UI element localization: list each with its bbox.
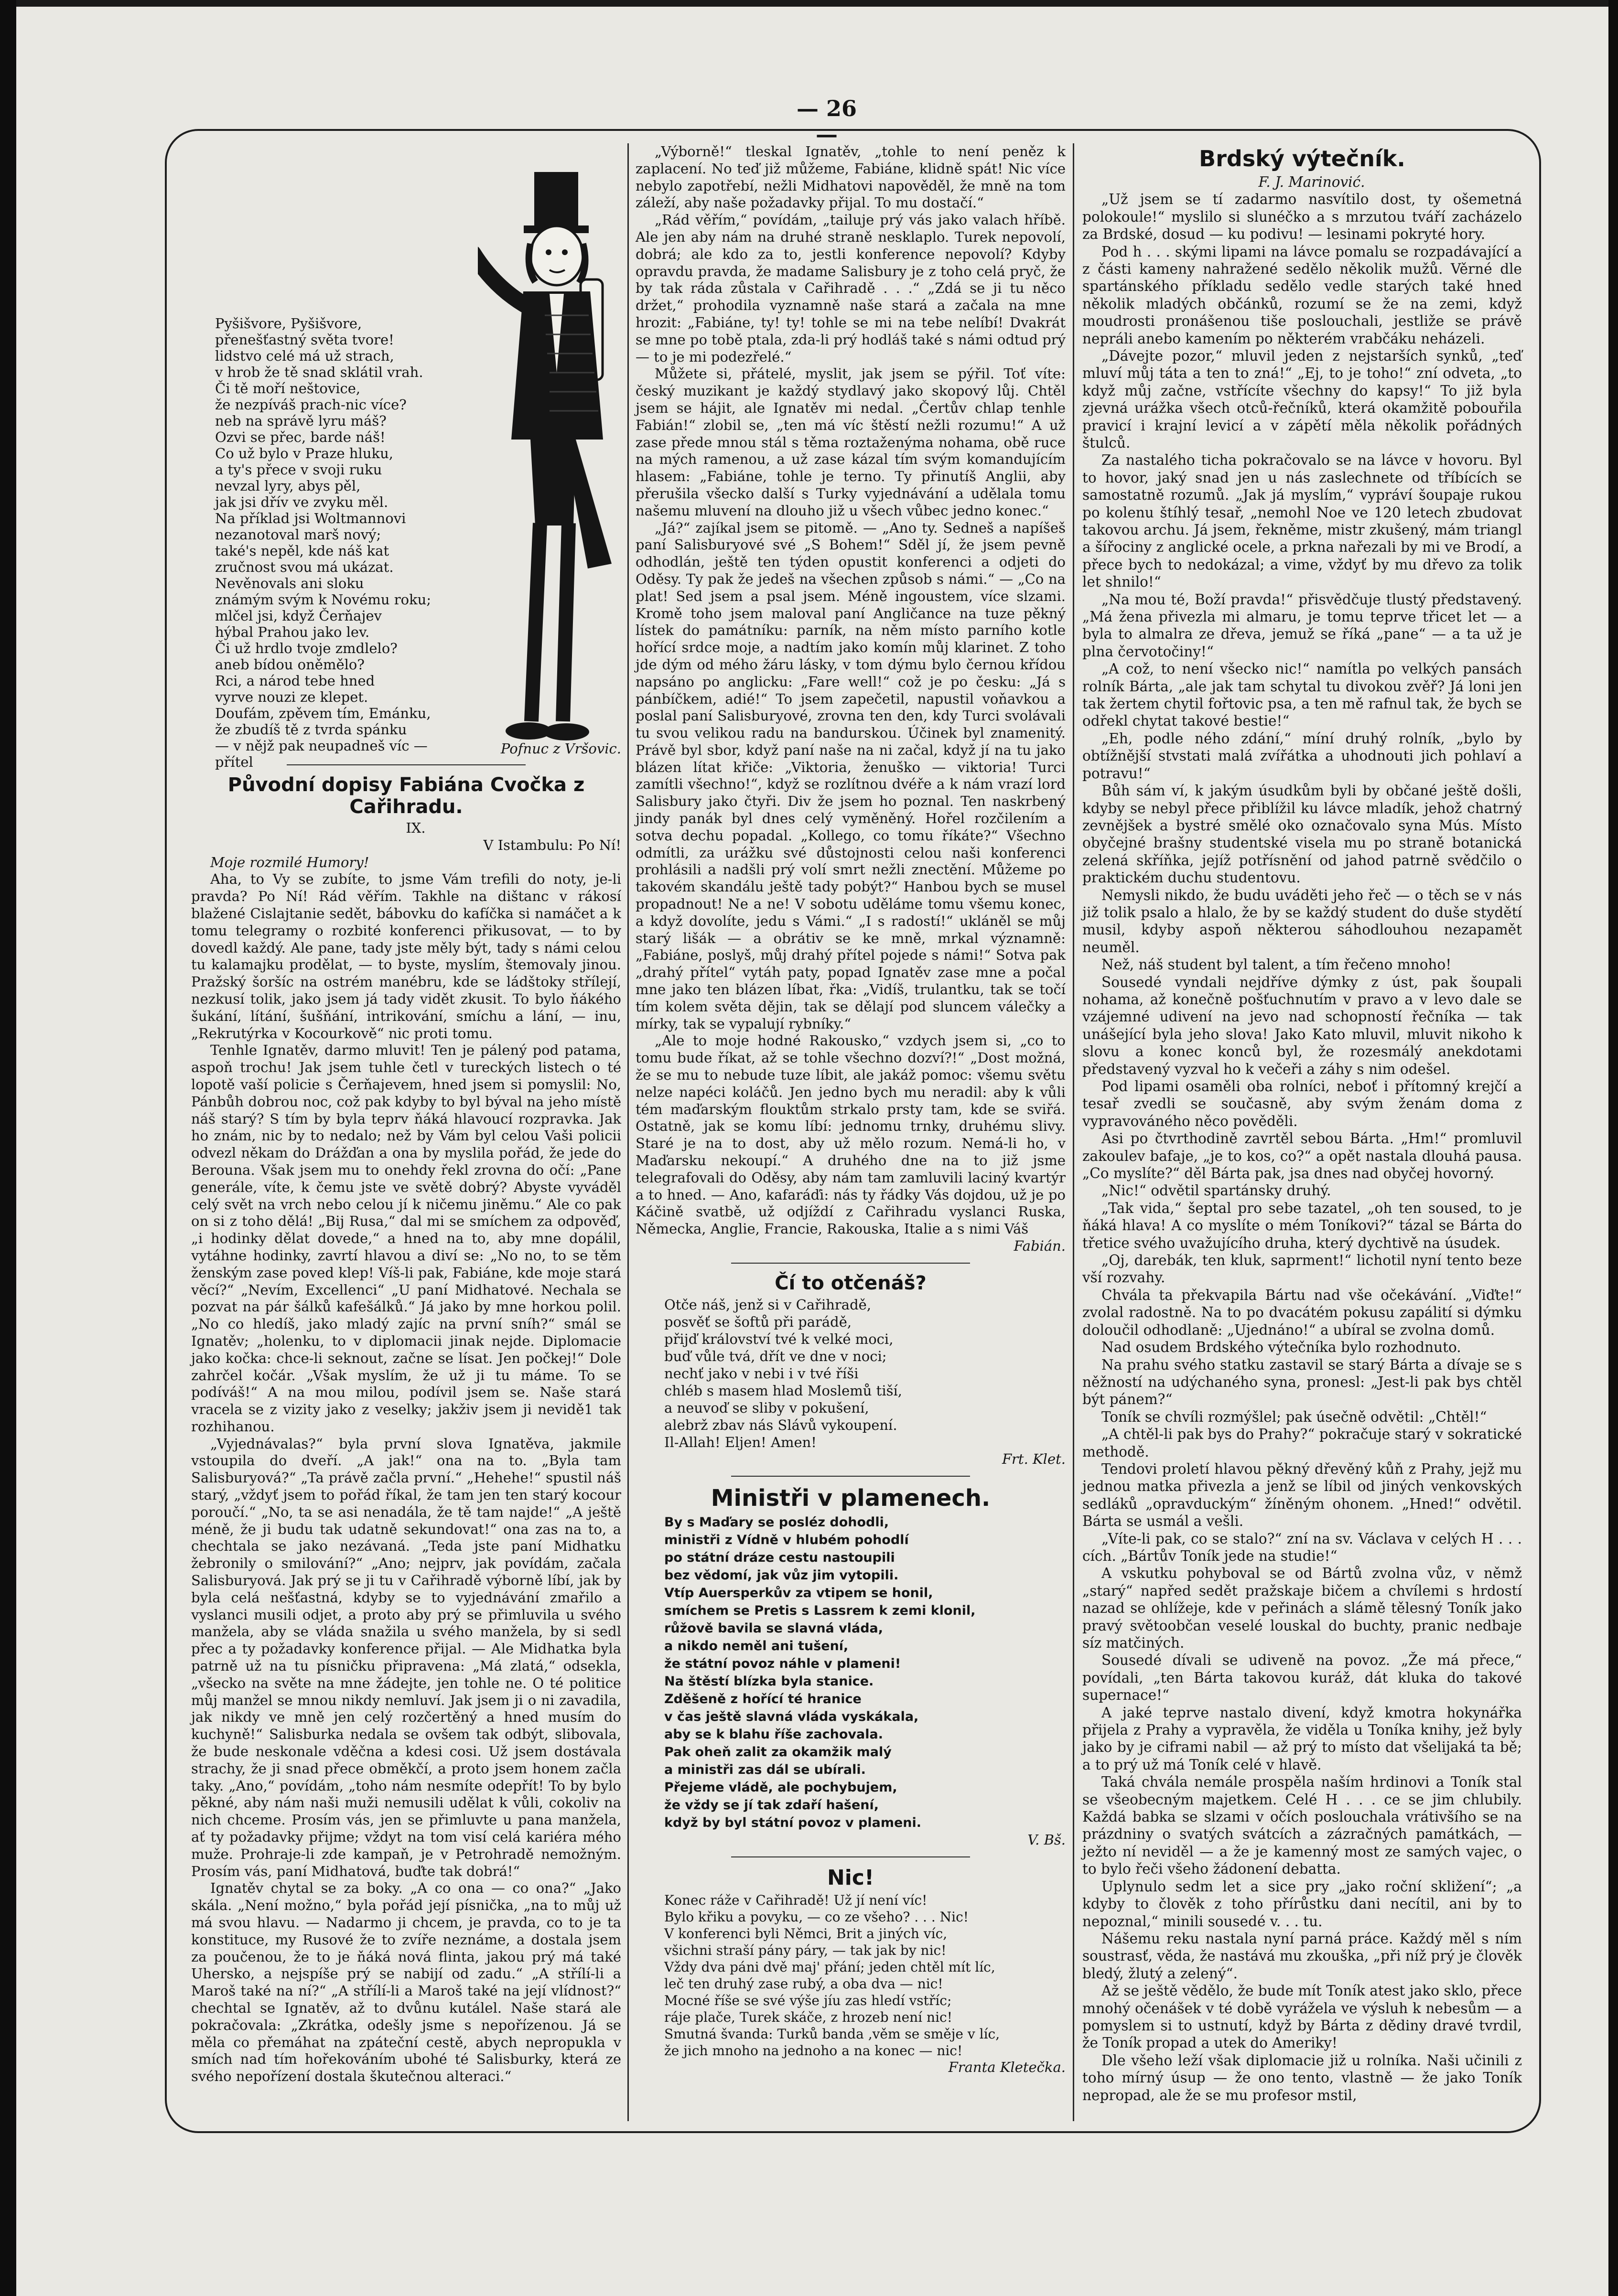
paragraph: Nášemu reku nastala nyní parná práce. Každý měl s ním soustrasť, věda, že nastává mu zkouška, „při níž prý je člověk bledý, žlutý a zelený“. <box>1082 1930 1522 1982</box>
poem-line: neb na správě lyru máš? <box>215 413 387 429</box>
story-title: Brdský výtečník. <box>1199 146 1405 172</box>
paragraph: Ignatěv chytal se za boky. „A co ona — co ona?“ „Jako skála. „Není možno,“ byla pořád její písnička, „na to můj už má svou hlavu. — Nadarmo ji chcem, je pravda, co to je ta konstituce, my Rusové že to zvíře neznáme, a dostala jsem za poučenou, že to je ňáká nová flinta, jakou prý má také Uhersko, a nejspíše prý se nabijí od zadu.“ „A střílí-li a Maroš také na ní?“ „A střílí-li a Maroš také na její vlídnost?“ chechtal se Ignatěv, až to dvůnu kutálel. Naše stará ale pokračovala: „Zkrátka, odešly jsme s nepořízenou. Já se měla co přemáhat na zpáteční cestě, abych nepropukla v smích nad tím hořekováním ubohé té Salisburky, která ze svého nepořízení dostala škutečnou alteraci.“ <box>191 1880 621 2085</box>
dateline: V Istambulu: Po Ní! <box>483 837 621 853</box>
poem-line: v čas ještě slavná vláda vyskákala, <box>664 1709 919 1724</box>
poem-line: že státní povoz náhle v plameni! <box>664 1656 901 1671</box>
paragraph: Tendovi proletí hlavou pěkný dřevěný kůň z Prahy, jejž mu jednou matka přivezla a jenž se líbil od jiných venkovských sedláků „opravduckým“ žíněným ohonem. „Hned!“ odvětil. Bárta se usmál a vešli. <box>1082 1460 1522 1530</box>
paragraph: „Dávejte pozor,“ mluvil jeden z nejstarších synků, „teď mluví můj táta a ten to zná!“ „Ej, to je toho!“ zní odveta, „to když můj začne, vstřícíte všechny do kapsy!“ To již byla zjevná urážka všech otců-řečníků, která okamžitě pobouřila pravicí i krajní levicí a v zápětí měla několik pořádných štulců. <box>1082 347 1522 451</box>
paragraph: Dle všeho leží však diplomacie již u rolníka. Naši učinili z toho mírný úsup — že ono tento, vlastně — že jako Toník nepropad, ale že se mu profesor mstil, <box>1082 2052 1522 2103</box>
poem-line: když by byl státní povoz v plameni. <box>664 1815 922 1830</box>
poem-line: Mocné říše se své výše jíu zas hledí vstříc; <box>664 1993 952 2009</box>
paragraph: „Ale to moje hodné Rakousko,“ vzdych jsem si, „co to tomu bude říkat, až se tohle všechno dozví?!“ „Dost možná, že se mu to nebude tuze líbit, ale jakáž pomoc: všemu světu nelze napéci koláčů. Jen jedno bych mu neradil: aby k vůli tém maďarským flouktům strkalo prsty tam, kde se sviřá. Ostatně, jak se komu líbí: jednomu trnky, druhému slivy. Staré je na to dost, aby už mělo rozum. Nemá-li ho, v Maďarsku nekoupí.“ A druhého dne na to již jsme telegrafovali do Oděsy, aby nám tam zamluvili laciný kvartýr a to hned. — Ano, kafaráďi: nás ty řádky Vás dojdou, už je po Káčině svatbě, už odjíždí z Cařihradu vyslanci Ruska, Německa, Anglie, Francie, Rakouska, Italie a s nimi Váš <box>636 1032 1066 1237</box>
poem-line: a nikdo neměl ani tušení, <box>664 1638 849 1653</box>
poem-line: že jich mnoho na jednoho a na konec — nic! <box>664 2043 963 2059</box>
poem-line: Či tě moří neštovice, <box>215 380 361 397</box>
poem-line: všichni straší pány páry, — tak jak by nic! <box>664 1942 947 1959</box>
paragraph: Nemysli nikdo, že budu uváděti jeho řeč — o těch se v nás již tolik psalo a hlalo, že by se každý student do duše stydětí musil, kdyby aspoň některou sáhodlouhou nezapamět neuměl. <box>1082 887 1522 955</box>
poem-line: Pak oheň zalit za okamžik malý <box>664 1744 892 1760</box>
poem2-text <box>664 1513 1037 1832</box>
poem-line: V konferenci byli Němci, Brit a jiných víc, <box>664 1926 948 1942</box>
poem2-author: V. Bš. <box>1027 1831 1066 1848</box>
story-author: F. J. Marinović. <box>1258 173 1365 190</box>
poem-line: Otče náš, jenž si v Cařihradě, <box>664 1296 872 1313</box>
poem-line: buď vůle tvá, dřít ve dne v noci; <box>664 1348 887 1364</box>
paragraph: Pod lipami osaměli oba rolníci, neboť i přítomný krejčí a tesař zvedli se současně, aby svým ženám doma z vypravováného něco pověděli. <box>1082 1078 1522 1129</box>
poem-line: aby se k blahu říše zachovala. <box>664 1727 883 1742</box>
poem-line: alebrž zbav nás Slávů vykoupení. <box>664 1416 897 1433</box>
paragraph: „Já?“ zajíkal jsem se pitomě. — „Ano ty. Sedneš a napíšeš paní Salisburyové své „S Bohem!“ Sděl jí, že jsem pevně odhodlán, ještě ten týden opustit konferenci a odjeti do Oděsy. Ty pak že jedeš na všechen způsob s námi.“ — „Co na plat! Sed jsem a psal jsem. Méně ingoustem, více slzami. Kromě toho jsem maloval paní Angličance na tuze pěkný lístek do památníku: parník, na něm místo parního kotle hořící srdce moje, a nadtím jako komín můj klarinet. Z toho jde dým od mého žáru lásky, v tom dýmu bylo černou křídou napsáno po anglicku: „Fare well!“ což je po česku: „Já s pánbíčkem, adié!“ To jsem zapečetil, napustil voňavkou a poslal paní Salisburyové, zrovna ten den, kdy Turci svolávali tu svou velikou radu na bandurskou. Účinek byl znamenitý. Právě byl sbor, když paní naše na ni začal, když jí na tu jako blázen lítat křiče: „Viktoria, ženuško — viktoria! Turci zamítli všechno!“, když se rozlítnou dvéře a k nám vrazí lord Salisbury jako čtyři. Div že jsem ho poznal. Ten naskrbený jindy panák byl dnes celý vyměněný. Hořel rozčilením a sotva dechu popadal. „Kollego, co tomu říkáte?“ Všechno odmítli, za urážku své důstojnosti celou naši konferenci prohlásili a nadšli prý volí smrt nežli znectění. Můžeme po takovém skandálu ještě tady pobýt?“ Hanbou bych se musel propadnout! Ne a ne! V sobotu uděláme tomu všemu konec, a když dovolíte, jedu s Vámi.“ „I s radostí!“ ukláněl se můj starý lišák — a obrátiv se ke mně, mrkal významně: „Fabiáne, poslyš, můj drahý přítel pojede s námi!“ Sotva pak „drahý přítel“ vytáh paty, popad Ignatěv zase mne a počal mne jako ten blázen líbat, řka: „Vidíš, trulantku, tak se točí tím kolem světa dějin, tak se dělají pod sluncem válečky a mírky, tak se vypalují rybníky.“ <box>636 519 1066 1032</box>
poem-line: že vždy se jí tak zdaří hašení, <box>664 1797 879 1813</box>
satirical-poem <box>191 143 621 770</box>
paragraph: Asi po čtvrthodině zavrtěl sebou Bárta. „Hm!“ promluvil zakoulev bafaje, „je to kos, co?“ a opět nastala dlouhá pausa. „Co myslíte?“ děl Bárta pak, jsa dnes nad obyčej hovorný. <box>1082 1130 1522 1182</box>
poem-line: také's nepěl, kde náš kat <box>215 543 389 559</box>
scan-right-edge <box>1608 0 1618 2296</box>
left-column <box>191 143 621 2085</box>
section-divider <box>731 1263 970 1264</box>
paragraph: A jaké teprve nastalo divení, když kmotra hokynářka přijela z Prahy a vypravěla, že viděla u Toníka knihy, jež byly jako by je ciframi nabil — až prý to místo dat všelijaká ta bě; a to prý už má Toník celé v hlavě. <box>1082 1704 1522 1773</box>
poem-line: Il-Allah! Eljen! Amen! <box>664 1434 817 1450</box>
poem3-author: Franta Kletečka. <box>948 2059 1066 2076</box>
paragraph: Toník se chvíli rozmýšlel; pak úsečně odvětil: „Chtěl!“ <box>1101 1408 1487 1425</box>
section-divider <box>731 1856 970 1857</box>
poem-line: nechť jako v nebi i v tvé říši <box>664 1365 859 1382</box>
paragraph: Můžete si, přátelé, myslit, jak jsem se pýřil. Toť víte: český muzikant je každý stydlavý jako skopový lůj. Chtěl jsem se hájit, ale Ignatěv mi nedal. „Čertův chlap tenhle Fabián!“ zlobil se, „ten má víc štěstí nežli rozumu!“ A už zase přede mnou stál s těma roztaženýma nohama, obě ruce na mých ramenou, a už zase kázal tím svým komandujícím hlasem: „Fabiáne, tohle je terno. Ty přinutíš Anglii, aby přerušila všecko další s Turky vyjednávání a udělala tomu našemu mluvení na dlouho již u všech vůbec jedno konec.“ <box>636 365 1066 519</box>
poem1-title: Čí to otčenáš? <box>775 1272 927 1294</box>
article-body <box>191 871 621 2085</box>
poem-line: přenešťastný světa tvore! <box>215 332 394 348</box>
poem-line: a ministři zas dál se ubírali. <box>664 1762 866 1777</box>
poem-line: v hrob že tě snad sklátil vrah. <box>215 364 423 380</box>
paragraph: „Vyjednávalas?“ byla první slova Ignatěva, jakmile vstoupila do dveří. „A jak!“ ona na to. „Byla tam Salisburyová?“ „Ta právě začla první.“ „Hehehe!“ spustil náš starý, „vždyť jsem to pořád říkal, že tam jen ten starý kocour poroučí.“ „No, ta se asi nenadála, že tě tam najde!“ „A ještě méně, že ji budu tak udatně sekundovat!“ ona zas na to, a chechtala se jako nezávaná. „Teda jste paní Midhatku žebronily o smilování?“ „Ano; nejprv, jak povídám, začala Salisburyová. Jak prý se ji tu v Cařihradě výborně líbí, jak by byla celá nešťastná, kdyby se to vyjednávání zmařilo a vyslanci musili odjet, a proto aby prý se přimluvila u svého manžela, aby se vláda snažila u svého manžela, by si sedl přec a ty požadavky konference přijal. — Ale Midhatka byla patrně už na tu písničku připravena: „Má zlatá,“ odsekla, „všecko na světe na mne žádejte, jen tohle ne. O té politice můj manžel se mnou nikdy nemluví. Jak jsem ji o ni zavadila, jak nikdy ve mně jen celý rozčertěný a hned musím do kuchyně!“ Salisburka nedala se ovšem tak odbýt, slibovala, že bude neskonale vděčna a kdesi cosi. Už jsem dostávala strachy, že ji snad přece obměkčí, a proto jsem honem začla taky. „Ano,“ povídám, „toho nám nesmíte odepřít! To by bylo pěkné, aby nám naši muži nemusili udělat k vůli, cokoliv na nich chceme. Prosím vás, jen se přimluvte u pana manžela, ať ty požadavky přijme; vždyt na tom visí celá kariéra mého muže. Prohraje-li zde kampaň, je v Petrohradě nemožným. Prosím vás, paní Midhatová, buďte tak dobrá!“ <box>191 1435 621 1879</box>
poem-line: Zděšeně z hořící té hranice <box>664 1691 862 1706</box>
paragraph: Sousedé dívali se udiveně na povoz. „Že má přece,“ povídali, „ten Bárta takovou kuráž, dát kluka do takové supernace!“ <box>1082 1652 1522 1704</box>
poem-line: že nezpíváš prach-nic více? <box>215 397 407 413</box>
poem-line: Bylo křiku a povyku, — co ze všeho? . . . Nic! <box>664 1909 969 1925</box>
poem-line: aneb bídou oněmělo? <box>215 656 365 673</box>
paragraph: Nad osudem Brdského výtečníka bylo rozhodnuto. <box>1101 1339 1461 1356</box>
section-divider <box>731 1476 970 1477</box>
poem-line: Na příklad jsi Woltmannovi <box>215 510 406 526</box>
poem-line: zručnost svou má ukázat. <box>215 559 394 575</box>
right-column <box>1082 143 1522 2104</box>
paragraph: Sousedé vyndali nejdříve dýmky z úst, pak šoupali nohama, až konečně pošťuchnutím v pravo a v levo dale se vzájemné udivení na jevo nad schopností řečníka — tak unášející byla jeho slova! Jako Kato mluvil, mluvit nikoho k slovu a konec konců byl, že rozesmálý anekdotami představený vyzval ho k večeři a záhy s nim odešel. <box>1082 974 1522 1077</box>
column-rule-2 <box>1073 143 1074 2121</box>
poem-line: a neuvoď se sliby v pokušení, <box>664 1399 869 1416</box>
paragraph: „Výborně!“ tleskal Ignatěv, „tohle to není peněz k zaplacení. No teď již můžeme, Fabiáne, klidně spát! Nic více nebylo zapotřebí, nežli Midhatovi napověděl, že mně na tom záleží, aby naše požadavky přijal. To mu dostačí.“ <box>636 143 1066 211</box>
poem-signature: Pofnuc z Vršovic. <box>500 740 621 757</box>
poem-line: Doufám, zpěvem tím, Emánku, <box>215 705 431 721</box>
paragraph: Aha, to Vy se zubíte, to jsme Vám trefili do noty, je-li pravda? Po Ní! Rád věřím. Takhle na dištanc v rákosí blažené Cislajtanie sedět, bábovku do kafíčka si namáčet a k tomu telegramy o rozbité konferenci přikusovat, — to by dovedl každý. Ale pane, tady jste měly být, tady s námi celou tu kalamajku prodělat, — to byste, myslím, štemovaly jinou. Pražský šoršíc na ostrém manébru, kde se ládštoky střílejí, nezkusí tolik, jako jsem já tady vidět zkusit. To bylo ňákého šukání, lítání, šušňání, intrikování, smíchu a lání, — inu, „Rekrutýrka v Kocourkově“ nic proti tomu. <box>191 871 621 1041</box>
paragraph: Uplynulo sedm let a sice pry „jako roční skližení“; „a kdyby to člověk z toho přírůstku dani necítil, ani by to nepoznal,“ minili sousedé v. . . tu. <box>1082 1878 1522 1930</box>
poem-line: chléb s masem hlad Moslemů tiší, <box>664 1382 902 1399</box>
paragraph: Bůh sám ví, k jakým úsudkům byli by občané ještě došli, kdyby se nebyl přece přiblížil ku lávce mladík, jehož chatrný zevnějšek a bystré smělé oko označovalo syna Mús. Místo obyčejné brašny studentské visela mu po straně botanická zelená skříňka, jejíž potřísnění od jahod patrně svědčilo o praktickém duchu studentovu. <box>1082 783 1522 886</box>
paragraph: „Nic!“ odvětil spartánsky druhý. <box>1101 1182 1331 1199</box>
poem-line: Rci, a národ tebe hned <box>215 673 375 689</box>
scan-top-edge <box>0 0 1618 7</box>
article-title: Původní dopisy Fabiána Cvočka z Cařihradu. <box>227 774 585 818</box>
poem-line: jak jsi dřív ve zvyku měl. <box>215 494 388 510</box>
paragraph: „Rád věřím,“ povídám, „tailuje prý vás jako valach hříbě. Ale jen aby nám na druhé straně nesklaplo. Turek nepovolí, dobrá; ale kdo za to, jestli konference nepovolí? Kdyby opravdu pravda, že madame Salisbury je z toho celá pryč, že by tak ráda zůstala v Cařihradě . . .“ „Zdá se ji tu něco držet,“ prohodila vyznamně naše stará a začala na mne hrozit: „Fabiáne, ty! ty! tohle se mi na tebe nelíbí! Dvakrát se mne po tobě ptala, zda-li prý hodláš také s námi odtud prý — to je mi podezřelé.“ <box>636 212 1066 365</box>
paragraph: „Už jsem se tí zadarmo nasvítilo dost, ty ošemetná polokoule!“ myslilo si slunéčko a s mrzutou tváří zacházelo za Brdské, dosud — ku podivu! — lesinami pokryté hory. <box>1082 191 1522 243</box>
poem-line: Vtíp Auersperkův za vtipem se honil, <box>664 1585 933 1600</box>
paragraph: „Víte-li pak, co se stalo?“ zní na sv. Václava v celých H . . . cích. „Bártův Toník jede na studie!“ <box>1082 1530 1522 1564</box>
poem-line: známým svým k Novému roku; <box>215 591 431 608</box>
poem-line: By s Maďary se posléz dohodli, <box>664 1514 889 1530</box>
poem-line: Ozvi se přec, barde náš! <box>215 429 386 445</box>
poem3-title: Nic! <box>827 1865 874 1890</box>
poem-line: Či už hrdlo tvoje zmdlelo? <box>215 640 398 656</box>
salutation: Moje rozmilé Humory! <box>210 854 369 870</box>
poem-line: ministři z Vídně v hlubém pohodlí <box>664 1532 909 1547</box>
cartoon-figure-illustration <box>478 172 636 755</box>
poem2-title: Ministři v plamenech. <box>711 1484 991 1512</box>
poem-line: ráje plače, Turek skáče, z hrozeb není nic! <box>664 2009 952 2026</box>
paragraph: A vskutku pohyboval se od Bártů zvolna vůz, v němž „starý“ napřed sedět pražskaje bičem a chvílemi s hrdostí nazad se ohlížeje, kde v peřinách a slámě tělesný Toník jako pravý světoobčan veselé louskal do buchty, pranic nedbaje síz matčiných. <box>1082 1565 1522 1652</box>
poem-line: a ty's přece v svoji ruku <box>215 461 382 478</box>
paragraph: Než, náš student byl talent, a tím řečeno mnoho! <box>1101 956 1452 973</box>
poem-line: nevzal lyry, abys pěl, <box>215 478 361 494</box>
poem1-author: Frt. Klet. <box>1002 1450 1066 1467</box>
letter-signature: Fabián. <box>1014 1238 1066 1254</box>
paragraph: „A což, to není všecko nic!“ namítla po velkých pansách rolník Bárta, „ale jak tam schytal tu divokou zvěř? Já loni jen tak žertem chytil fořtovic psa, a ten mě rafnul tak, že bych se odřekl chytat takové bestie!“ <box>1082 661 1522 730</box>
poem-line: lidstvo celé má už strach, <box>215 348 394 364</box>
poem-line: že zbudíš tě z tvrda spánku <box>215 721 407 738</box>
paragraph: „Eh, podle ného zdání,“ míní druhý rolník, „bylo by obtížnější stvstati malá zvířátka a uhodnouti jich pohlaví a potravu!“ <box>1082 730 1522 782</box>
paragraph: „A chtěl-li pak bys do Prahy?“ pokračuje starý v sokratické methodě. <box>1082 1426 1522 1460</box>
paragraph: Tenhle Ignatěv, darmo mluvit! Ten je pálený pod patama, aspoň trochu! Jak jsem tuhle četl v tureckých listech o té lopotě vaší policie s Čerňajevem, hned jsem si pomyslil: No, Pánbůh dobrou noc, což pak kdyby to byl býval na jeho místě náš starý? S tím by byla teprv ňáká hlavoucí rozpravka. Jak ho znám, nic by to nedalo; než by Vám byl celou Vaši policii odvezl někam do Drážďan a ona by myslila pořád, že jede do Berouna. Však jsem mu to onehdy řekl zrovna do očí: „Pane generále, víte, k čemu jste ve světě dobrý? Abyste vyváděl celý svět na vrch nebo celou jí k ničemu jiněmu.“ Ale co pak on si z toho dělá! „Bij Rusa,“ dal mi se smíchem za odpověď, „i hodinky dělat dovede,“ a hned na to, aby mne dopálil, vytáhne hodinky, zavrtí hlavou a diví se: „No no, to se těm ženským zase poved klep! Víš-li pak, Fabiáne, kde moje stará věcí?“ „Nevím, Excellenci“ „U paní Midhatové. Nechala se pozvat na pár šálků kafešálků.“ Já jako by mne horkou polil. „No co hledíš, jako mladý zajíc na první sníh?“ smál se Ignatěv; „holenku, to v diplomacii jinak nejde. Diplomacie jako kočka: chce-li seknout, začne se lísat. Jen počkej!“ Dole zahrčel kočár. „Však myslím, že už ji tu máme. To se podíváš!“ A na mou milou, podívil jsem se. Naše stará vracela se z vizity jako z veselky; jakživ jsem ji nevidě1 tak rozhihanou. <box>191 1042 621 1435</box>
paragraph: „Na mou té, Boží pravda!“ přisvědčuje tlustý představený. „Má žena přivezla mi almaru, je tomu teprve třicet let — a byla to almalra ze dřeva, jemuž se říká „pane“ — a ta už je plna červotočiny!“ <box>1082 591 1522 660</box>
paragraph: Za nastalého ticha pokračovalo se na lávce v hovoru. Byl to hovor, jaký snad jen u nás zaslechnete od tříbících se samostatně rozumů. „Jak já myslím,“ vypráví šoupaje rukou po kolenu štíhlý tesař, „nemohl Noe ve 120 letech zbudovat takovou archu. Já jsem, řekněme, mistr zkušený, mám triangl a šířociny z anglické ocele, a prkna nařezali by mi ve Brodí, a přece bych to nedokázal; a vime, vždyť by mu dřevo za tolik let shnilo!“ <box>1082 452 1522 590</box>
article-number: IX. <box>406 820 426 836</box>
poem-line: posvěť se šoftů při parádě, <box>664 1313 852 1330</box>
poem-line: Pyšišvore, Pyšišvore, <box>215 315 362 332</box>
poem-line: — v nějž pak neupadneš víc — <box>215 738 428 754</box>
poem-line: Nevěnovals ani sloku <box>215 575 364 591</box>
poem-line: hýbal Prahou jako lev. <box>215 624 370 640</box>
letter-continuation <box>636 143 1066 1238</box>
poem-line: vyrve nouzi ze klepet. <box>215 689 368 705</box>
scan-left-edge <box>0 0 16 2296</box>
paragraph: Na prahu svého statku zastavil se starý Bárta a dívaje se s něžností na udýchaného syna, pronesl: „Jest-li pak bys chtěl být pánem?“ <box>1082 1356 1522 1408</box>
poem-line: leč ten druhý zase rubý, a oba dva — nic! <box>664 1976 943 1992</box>
paragraph: Až se ještě vědělo, že bude mít Toník atest jako sklo, přece mnohý očenášek v té době vyrážela ve výsluh k nebesům — a pomyslem si to ustnutí, když by Bárta z dědiny dravé tvrdil, že Toník propad a utek do Ameriky! <box>1082 1983 1522 2051</box>
poem-line: bez vědomí, jak vůz jim vytopili. <box>664 1567 899 1583</box>
poem-line: Přejeme vládě, ale pochybujem, <box>664 1780 897 1795</box>
poem3-text <box>664 1892 1037 2059</box>
poem-line: po státní dráze cestu nastoupili <box>664 1550 895 1565</box>
page-number: — 26 — <box>796 96 857 147</box>
poem-line: Na štěstí blízka byla stanice. <box>664 1674 874 1689</box>
poem-line: mlčel jsi, když Čerňajev <box>215 608 382 624</box>
paragraph: Pod h . . . skými lipami na lávce pomalu se rozpadávající a z části kameny nahražené sedělo několik mužů. Věrné dle spartánského příkladu sedělo vedle starých také hned několik mladých občánků, rozumí se že na zemi, když moudrosti pronášenou tiše poslouchali, jestliže se právě nepráli anebo kamením po některém vrabčáku neházeli. <box>1082 243 1522 347</box>
paragraph: „Tak vida,“ šeptal pro sebe tazatel, „oh ten soused, to je ňáká hlava! A co myslíte o mém Toníkovi?“ tázal se Bárta do třetice svého uvažujícího druha, který dychtivě na úsudek. <box>1082 1200 1522 1251</box>
poem-line: Vždy dva páni dvě maj' přání; jeden chtěl mít líc, <box>664 1959 995 1975</box>
poem-line: růžově bavila se slavná vláda, <box>664 1620 884 1636</box>
paragraph: „Oj, darebák, ten kluk, saprment!“ lichotil nyní tento beze vší rozvahy. <box>1082 1252 1522 1286</box>
poem-line: přijď království tvé k velké moci, <box>664 1330 894 1347</box>
poem-text <box>215 315 473 770</box>
poem-line: nezanotoval marš nový; <box>215 526 381 543</box>
paragraph: Chvála ta překvapila Bártu nad vše očekávání. „Viďte!“ zvolal radostně. Na to po dvacátém pokusu zapálití si dýmku doloučil odhodlaně: „Ujednáno!“ a ubíral se zvolna domů. <box>1082 1287 1522 1338</box>
poem-line: smíchem se Pretis s Lassrem k zemi klonil, <box>664 1603 976 1618</box>
poem-line: Konec ráže v Cařihradě! Už jí není víc! <box>664 1892 928 1909</box>
story-body <box>1082 191 1522 2104</box>
poem-line: Smutná švanda: Turků banda ‚věm se směje v líc, <box>664 2026 1000 2042</box>
poem-line: přítel <box>215 754 253 770</box>
poem1-text <box>664 1296 1037 1451</box>
poem-line: Co už bylo v Praze hluku, <box>215 445 393 461</box>
middle-column <box>636 143 1066 2076</box>
paragraph: Taká chvála nemále prospěla naším hrdinovi a Toník stal se všeobecným majetkem. Celé H . . . ce se jim chlubily. Každá babka se slzami v očích poslouchala vrátivšího se na prázdniny o svatých svátcích a zázračných památkách, — ježto ní neviděl — a že je kamenný most ze samých vajec, o to bylo řeči všeho žádonení debatta. <box>1082 1774 1522 1878</box>
